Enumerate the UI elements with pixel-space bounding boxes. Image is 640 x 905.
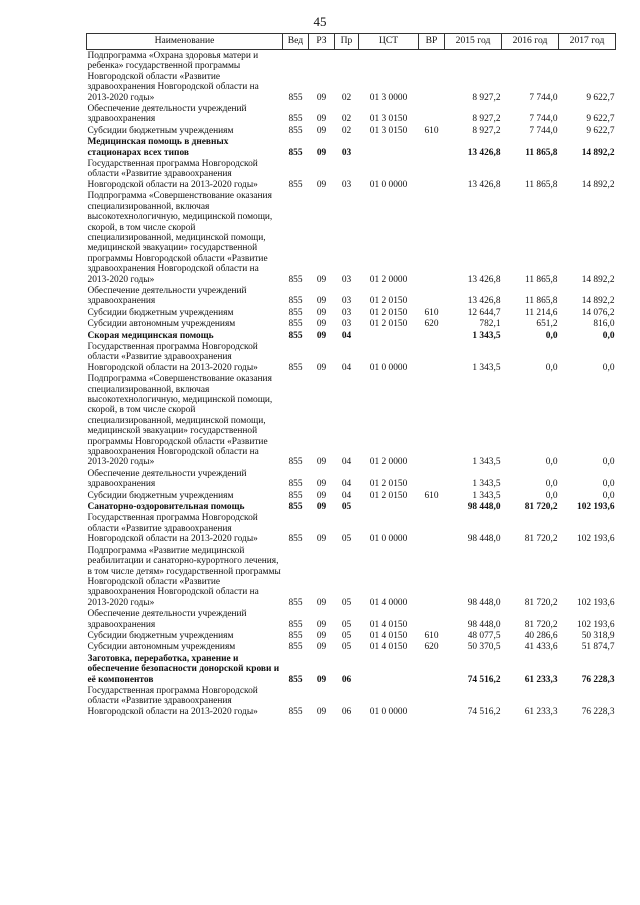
cell-2016: 11 865,8 [525,147,558,158]
cell-cst: 01 2 0150 [369,319,408,330]
cell-ved: 855 [288,597,303,608]
cell-vr [419,285,445,307]
cell-2016: 61 233,3 [524,706,558,717]
cell-pr: 06 [341,674,352,685]
cell-cst: 01 0 0000 [369,179,408,190]
cell-2015: 8 927,2 [472,125,501,136]
cell-2017: 102 193,6 [577,619,615,630]
cell-2017: 9 622,7 [586,92,615,103]
header-2016: 2016 год [502,34,559,50]
cell-2016: 0,0 [545,362,558,373]
cell-cst: 01 2 0150 [369,307,408,318]
cell-vr: 620 [424,642,439,653]
cell-2015: 98 448,0 [467,619,501,630]
cell-ved: 855 [288,674,303,685]
cell-name: Субсидии автономным учреждениям [87,642,236,653]
table-row [87,373,616,468]
cell-2016: 0,0 [545,490,558,501]
cell-vr [419,341,445,373]
table-row [87,545,616,608]
cell-2016: 61 233,3 [524,674,558,685]
cell-vr [419,136,445,158]
cell-ved: 855 [288,319,303,330]
cell-2017: 14 892,2 [581,179,615,190]
cell-name: Государственная программа Новгородской области «Развитие здравоохранения Новгородской области на 2013-2020 годы» [87,159,258,190]
cell-2016: 0,0 [545,479,558,490]
cell-name: Обеспечение деятельности учреждений здравоохранения [87,104,247,125]
cell-pr: 05 [341,534,352,545]
cell-rz: 09 [316,330,327,341]
cell-vr: 610 [424,490,439,501]
cell-name: Государственная программа Новгородской области «Развитие здравоохранения Новгородской области на 2013-2020 годы» [87,685,258,717]
cell-ved: 855 [288,307,303,318]
cell-vr [419,103,445,125]
header-name: Наименование [87,34,283,50]
cell-2016: 11 865,8 [525,296,558,307]
cell-2016: 0,0 [545,330,558,341]
cell-vr [419,330,445,341]
cell-rz: 09 [316,274,327,285]
cell-vr [419,653,445,685]
cell-ved: 855 [288,457,303,468]
header-ved: Вед [283,34,309,50]
cell-pr: 02 [341,114,352,125]
cell-2017: 51 874,7 [581,642,615,653]
cell-ved: 855 [288,642,303,653]
table-row [87,501,616,512]
cell-2016: 81 720,2 [524,619,558,630]
cell-ved: 855 [288,296,303,307]
cell-ved: 855 [288,619,303,630]
cell-name: Обеспечение деятельности учреждений здравоохранения [87,285,247,307]
cell-pr: 03 [341,296,352,307]
cell-2015: 74 516,2 [467,706,501,717]
header-vr: ВР [419,34,445,50]
cell-name: Медицинская помощь в дневных стационарах всех типов [87,137,229,158]
cell-ved: 855 [288,479,303,490]
cell-2015: 782,1 [479,319,501,330]
cell-2016: 81 720,2 [524,502,558,513]
cell-2015: 50 370,5 [467,642,501,653]
cell-vr [419,468,445,490]
cell-cst: 01 2 0150 [369,479,408,490]
cell-cst [359,653,419,685]
cell-2016: 7 744,0 [529,125,558,136]
cell-2016: 11 865,8 [525,274,558,285]
cell-vr [419,512,445,544]
cell-name: Подпрограмма «Охрана здоровья матери и ребенка» государственной программы Новгородской области «Развитие здравоохранения Новгородской области на 2013-2020 годы» [87,51,259,103]
cell-pr: 03 [341,179,352,190]
cell-2015: 48 077,5 [467,630,501,641]
table-row [87,630,616,641]
cell-name: Субсидии бюджетным учреждениям [87,307,234,318]
cell-2016: 651,2 [536,319,558,330]
cell-2015: 1 343,5 [472,479,501,490]
cell-ved: 855 [288,114,303,125]
cell-pr: 05 [341,502,352,513]
header-cst: ЦСТ [359,34,419,50]
cell-vr: 620 [424,319,439,330]
cell-cst: 01 2 0150 [369,490,408,501]
table-row [87,653,616,685]
cell-pr: 03 [341,319,352,330]
cell-rz: 09 [316,674,327,685]
cell-vr [419,545,445,608]
cell-rz: 09 [316,479,327,490]
cell-vr [419,50,445,104]
cell-cst: 01 4 0150 [369,630,408,641]
table-row [87,468,616,490]
cell-2015: 1 343,5 [472,490,501,501]
cell-2015: 8 927,2 [472,92,501,103]
cell-2016: 0,0 [545,457,558,468]
cell-ved: 855 [288,330,303,341]
cell-2015: 98 448,0 [467,597,501,608]
cell-cst: 01 3 0000 [369,92,408,103]
cell-ved: 855 [288,362,303,373]
cell-2015: 12 644,7 [467,307,501,318]
table-row [87,125,616,136]
cell-vr [419,685,445,717]
budget-table [86,33,616,717]
cell-ved: 855 [288,92,303,103]
table-row [87,190,616,285]
cell-rz: 09 [316,307,327,318]
cell-2016: 81 720,2 [524,597,558,608]
cell-ved: 855 [288,125,303,136]
cell-pr: 04 [341,362,352,373]
cell-2017: 50 318,9 [581,630,615,641]
cell-pr: 05 [341,630,352,641]
cell-cst: 01 4 0150 [369,619,408,630]
cell-2015: 8 927,2 [472,114,501,125]
cell-name: Субсидии бюджетным учреждениям [87,630,234,641]
cell-name: Санаторно-оздоровительная помощь [87,502,245,513]
header-pr: Пр [335,34,359,50]
cell-name: Обеспечение деятельности учреждений здравоохранения [87,609,247,630]
cell-2017: 816,0 [593,319,615,330]
cell-rz: 09 [316,296,327,307]
cell-name: Скорая медицинская помощь [87,330,214,341]
table-row [87,685,616,717]
cell-rz: 09 [316,92,327,103]
cell-name: Обеспечение деятельности учреждений здравоохранения [87,468,247,490]
cell-2015: 1 343,5 [472,330,501,341]
cell-ved: 855 [288,490,303,501]
cell-name: Подпрограмма «Совершенствование оказания специализированной, включая высокотехнологичную, медицинской помощи, скорой, в том числе скорой специализированной, медицинской помощи, медицинской эвакуации» государственной программы Новгородской области «Развитие здравоохранения Новгородской области на 2013-2020 годы» [87,191,273,285]
cell-vr: 610 [424,125,439,136]
cell-vr [419,501,445,512]
cell-2017: 14 076,2 [581,307,615,318]
table-row [87,512,616,544]
cell-2017: 102 193,6 [577,502,615,513]
header-2015: 2015 год [445,34,502,50]
table-body [87,50,616,718]
cell-pr: 03 [341,274,352,285]
cell-rz: 09 [316,125,327,136]
table-row [87,136,616,158]
header-2017: 2017 год [559,34,616,50]
cell-2017: 14 892,2 [581,147,615,158]
cell-cst: 01 3 0150 [369,125,408,136]
cell-ved: 855 [288,630,303,641]
cell-2017: 0,0 [602,457,615,468]
cell-2016: 7 744,0 [529,92,558,103]
cell-pr: 02 [341,92,352,103]
cell-rz: 09 [316,457,327,468]
table-row [87,307,616,318]
cell-cst: 01 4 0150 [369,642,408,653]
cell-cst [359,136,419,158]
cell-rz: 09 [316,362,327,373]
cell-pr: 04 [341,490,352,501]
cell-ved: 855 [288,502,303,513]
cell-vr [419,158,445,190]
cell-name: Государственная программа Новгородской области «Развитие здравоохранения Новгородской области на 2013-2020 годы» [87,513,258,545]
cell-ved: 855 [288,179,303,190]
table-row [87,158,616,190]
cell-cst: 01 2 0150 [369,296,408,307]
header-rz: РЗ [309,34,335,50]
cell-pr: 04 [341,457,352,468]
cell-name: Субсидии бюджетным учреждениям [87,490,234,501]
cell-name: Субсидии бюджетным учреждениям [87,125,234,136]
cell-ved: 855 [288,147,303,158]
cell-pr: 05 [341,597,352,608]
cell-rz: 09 [316,642,327,653]
table-row [87,285,616,307]
table-row [87,341,616,373]
cell-name: Субсидии автономным учреждениям [87,319,236,330]
cell-2016: 41 433,6 [524,642,558,653]
cell-2017: 102 193,6 [577,534,615,545]
cell-2017: 102 193,6 [577,597,615,608]
cell-2015: 98 448,0 [467,502,501,513]
cell-name: Заготовка, переработка, хранение и обеспечение безопасности донорской крови и её компонентов [87,653,280,685]
cell-2017: 0,0 [602,490,615,501]
table-row [87,330,616,341]
cell-pr: 02 [341,125,352,136]
table-row [87,318,616,329]
cell-2017: 0,0 [602,362,615,373]
cell-2016: 11 214,6 [525,307,558,318]
cell-cst: 01 0 0000 [369,534,408,545]
cell-pr: 04 [341,479,352,490]
cell-cst: 01 2 0000 [369,457,408,468]
cell-ved: 855 [288,706,303,717]
cell-2015: 13 426,8 [467,147,501,158]
cell-name: Государственная программа Новгородской области «Развитие здравоохранения Новгородской области на 2013-2020 годы» [87,341,258,373]
cell-2016: 40 286,6 [524,630,558,641]
cell-2015: 74 516,2 [467,674,501,685]
cell-rz: 09 [316,147,327,158]
cell-2015: 13 426,8 [467,179,501,190]
cell-2016: 11 865,8 [525,179,558,190]
cell-cst: 01 4 0000 [369,597,408,608]
cell-vr [419,608,445,630]
cell-vr [419,190,445,285]
cell-pr: 03 [341,307,352,318]
cell-2017: 9 622,7 [586,114,615,125]
cell-2017: 76 228,3 [581,706,615,717]
cell-rz: 09 [316,179,327,190]
cell-ved: 855 [288,274,303,285]
cell-name: Подпрограмма «Развитие медицинской реабилитации и санаторно-курортного лечения, в том числе детям» государственной программы Новгородской области «Развитие здравоохранения Новгородской области на 2013-2020 годы» [87,545,281,608]
cell-pr: 05 [341,619,352,630]
table-row [87,608,616,630]
cell-2017: 14 892,2 [581,296,615,307]
cell-pr: 03 [341,147,352,158]
cell-pr: 06 [341,706,352,717]
cell-vr: 610 [424,630,439,641]
cell-ved: 855 [288,534,303,545]
cell-rz: 09 [316,502,327,513]
cell-2017: 0,0 [602,330,615,341]
cell-pr: 04 [341,330,352,341]
cell-cst [359,330,419,341]
cell-cst: 01 0 0000 [369,706,408,717]
cell-2015: 98 448,0 [467,534,501,545]
cell-cst: 01 0 0000 [369,362,408,373]
cell-rz: 09 [316,114,327,125]
table-row [87,103,616,125]
cell-2016: 7 744,0 [529,114,558,125]
cell-name: Подпрограмма «Совершенствование оказания специализированной, включая высокотехнологичную, медицинской помощи, скорой, в том числе скорой специализированной, медицинской помощи, медицинской эвакуации» государственной программы Новгородской области «Развитие здравоохранения Новгородской области на 2013-2020 годы» [87,374,273,468]
cell-2017: 14 892,2 [581,274,615,285]
cell-cst [359,501,419,512]
cell-rz: 09 [316,706,327,717]
cell-2017: 9 622,7 [586,125,615,136]
cell-rz: 09 [316,597,327,608]
cell-cst: 01 2 0000 [369,274,408,285]
page-number: 45 [313,14,327,29]
header-row [87,34,616,50]
table-row [87,641,616,652]
cell-2017: 0,0 [602,479,615,490]
table-row [87,50,616,104]
cell-vr [419,373,445,468]
cell-rz: 09 [316,630,327,641]
cell-rz: 09 [316,319,327,330]
cell-rz: 09 [316,619,327,630]
cell-2015: 1 343,5 [472,457,501,468]
cell-2015: 13 426,8 [467,274,501,285]
cell-2017: 76 228,3 [581,674,615,685]
table-row [87,490,616,501]
cell-2016: 81 720,2 [524,534,558,545]
cell-rz: 09 [316,534,327,545]
cell-cst: 01 3 0150 [369,114,408,125]
cell-rz: 09 [316,490,327,501]
cell-2015: 1 343,5 [472,362,501,373]
cell-pr: 05 [341,642,352,653]
cell-vr: 610 [424,307,439,318]
cell-2015: 13 426,8 [467,296,501,307]
